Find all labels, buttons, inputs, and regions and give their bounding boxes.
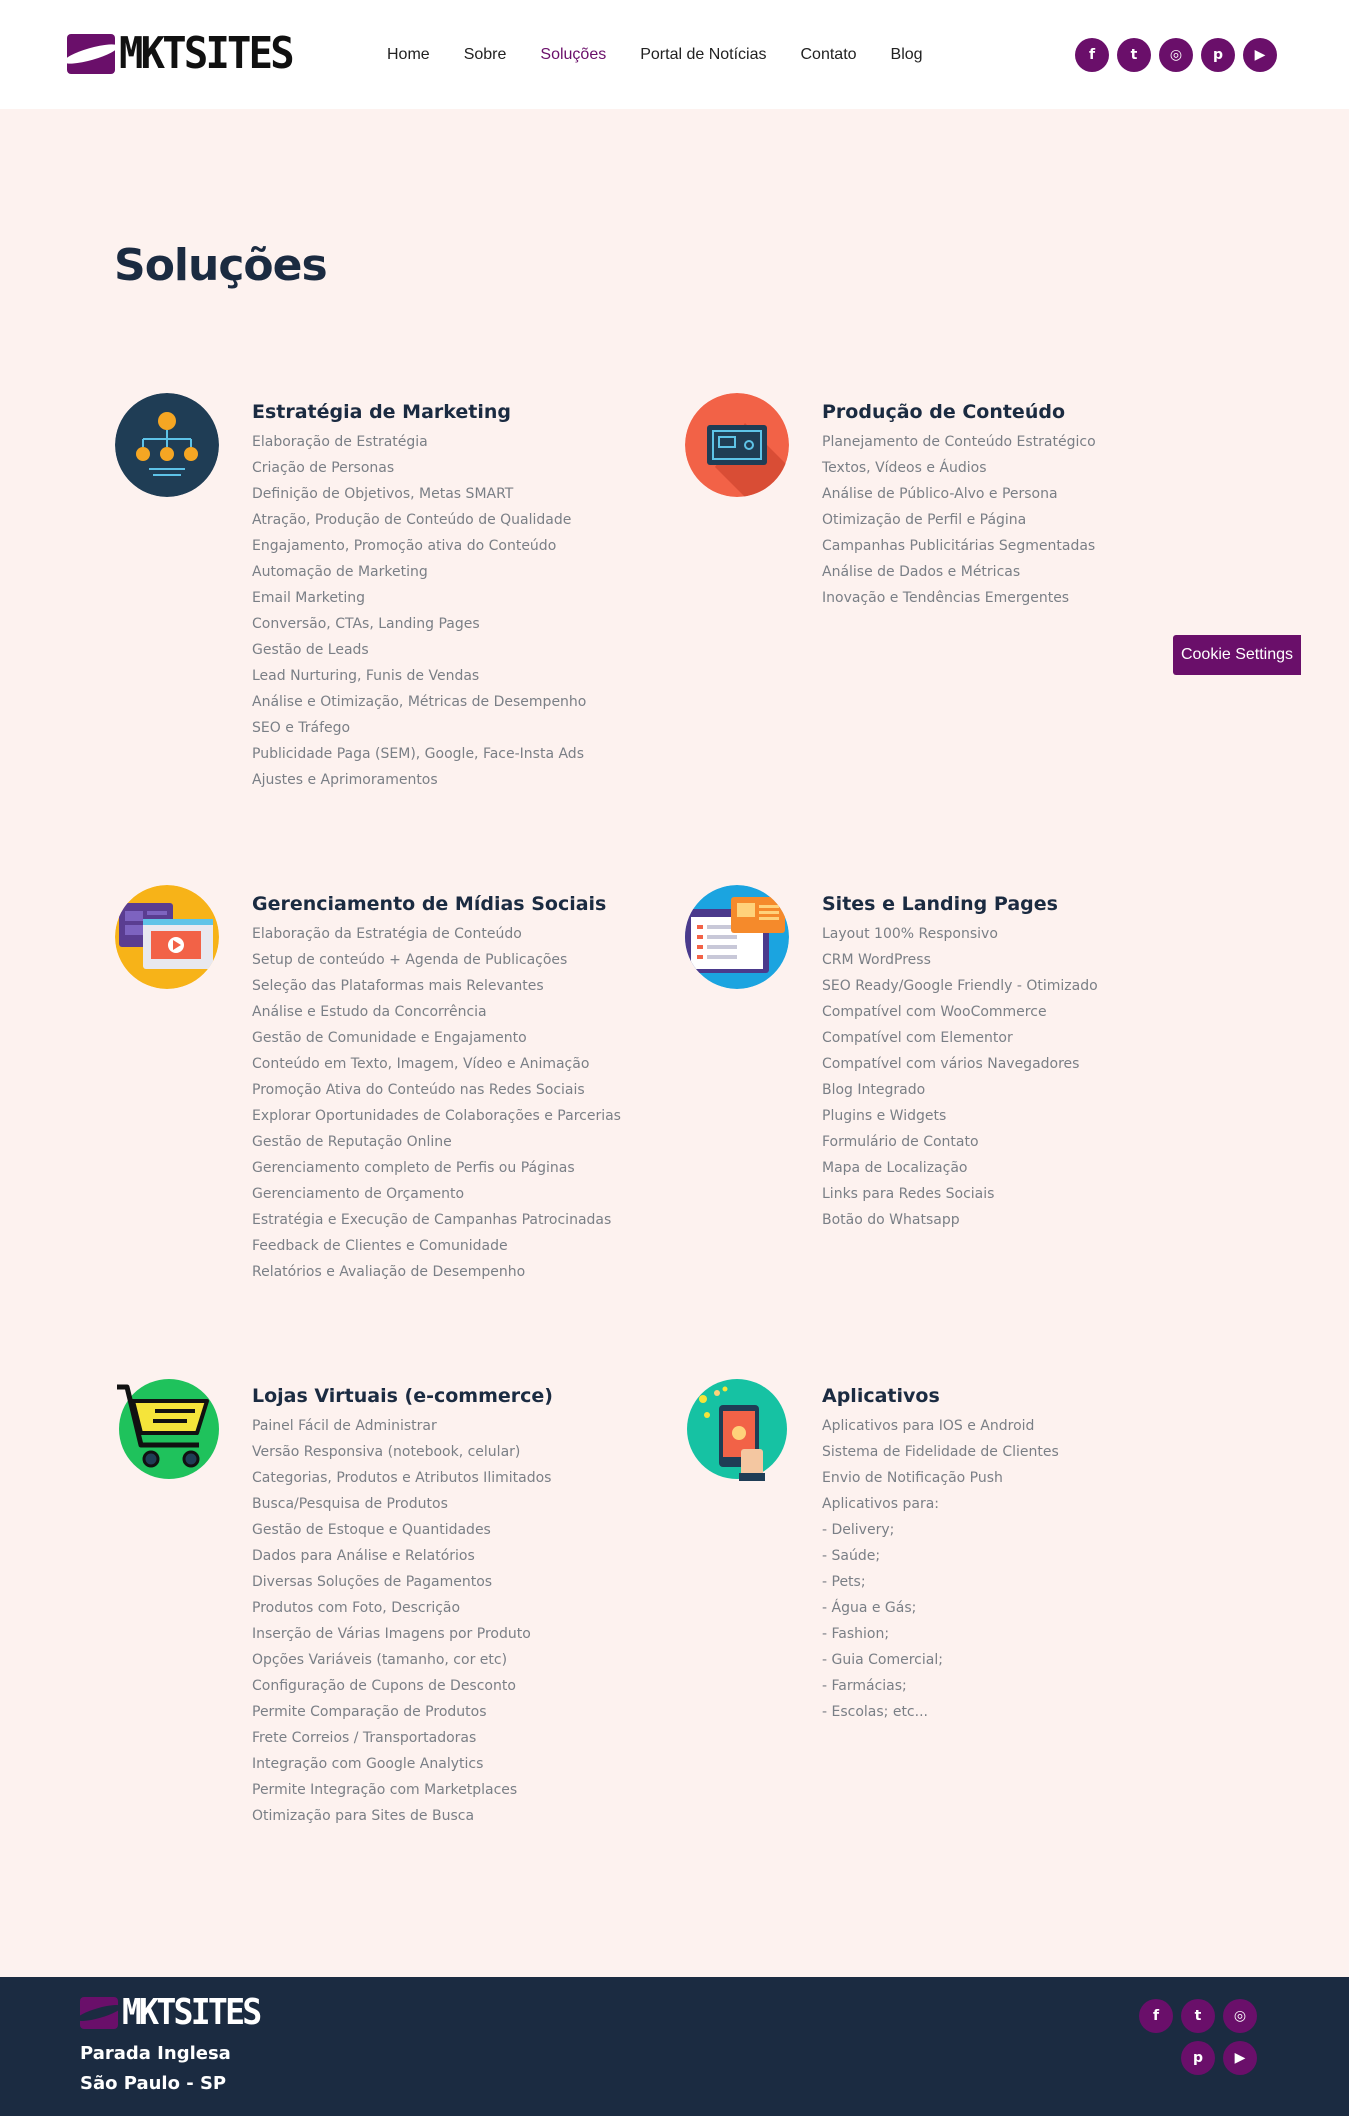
- solution-item: Definição de Objetivos, Metas SMART: [252, 486, 514, 502]
- page-title: Soluções: [114, 240, 327, 291]
- solution-item: Gerenciamento de Orçamento: [252, 1186, 465, 1202]
- solution-item: Email Marketing: [252, 590, 366, 606]
- solution-item: Categorias, Produtos e Atributos Ilimitados: [252, 1470, 552, 1486]
- solution-item: Compatível com vários Navegadores: [822, 1056, 1080, 1072]
- solution-item: Botão do Whatsapp: [822, 1212, 960, 1228]
- solution-item: Gestão de Estoque e Quantidades: [252, 1522, 491, 1538]
- solution-item: Elaboração de Estratégia: [252, 434, 428, 450]
- solution-items: [822, 1413, 1222, 1725]
- solution-items: [822, 921, 1222, 1233]
- solution-item: Busca/Pesquisa de Produtos: [252, 1496, 448, 1512]
- solution-item: Criação de Personas: [252, 460, 395, 476]
- solution-items: [252, 429, 652, 793]
- solution-item: Análise e Otimização, Métricas de Desempenho: [252, 694, 587, 710]
- instagram-icon[interactable]: ◎: [1159, 38, 1193, 72]
- solution-item: Plugins e Widgets: [822, 1108, 947, 1124]
- solution-item: - Fashion;: [822, 1626, 890, 1642]
- footer-logo[interactable]: [80, 1992, 271, 2033]
- solution-item: Aplicativos para IOS e Android: [822, 1418, 1035, 1434]
- main-nav: [387, 0, 957, 109]
- solution-item: Produtos com Foto, Descrição: [252, 1600, 461, 1616]
- nav-solucoes[interactable]: Soluções: [540, 45, 607, 63]
- nav-contato[interactable]: Contato: [800, 45, 857, 63]
- solution-item: Aplicativos para:: [822, 1496, 940, 1512]
- site-logo[interactable]: [67, 28, 307, 79]
- solution-item: Dados para Análise e Relatórios: [252, 1548, 475, 1564]
- solution-item: Ajustes e Aprimoramentos: [252, 772, 438, 788]
- org-chart-icon: [115, 393, 219, 497]
- solution-item: CRM WordPress: [822, 952, 931, 968]
- address-line: Parada Inglesa: [80, 2043, 231, 2064]
- facebook-icon[interactable]: f: [1139, 1999, 1173, 2033]
- solution-item: Versão Responsiva (notebook, celular): [252, 1444, 521, 1460]
- solution-item: Integração com Google Analytics: [252, 1756, 484, 1772]
- solution-item: Atração, Produção de Conteúdo de Qualidade: [252, 512, 572, 528]
- solution-items: [252, 1413, 652, 1829]
- solution-item: Elaboração da Estratégia de Conteúdo: [252, 926, 522, 942]
- solution-item: Compatível com WooCommerce: [822, 1004, 1047, 1020]
- solution-item: Engajamento, Promoção ativa do Conteúdo: [252, 538, 557, 554]
- twitter-icon[interactable]: t: [1181, 1999, 1215, 2033]
- twitter-icon[interactable]: t: [1117, 38, 1151, 72]
- solution-items: [252, 921, 652, 1285]
- solution-item: Relatórios e Avaliação de Desempenho: [252, 1264, 526, 1280]
- solution-item: Blog Integrado: [822, 1082, 926, 1098]
- site-header: [0, 0, 1349, 109]
- solution-title: Sites e Landing Pages: [822, 893, 1058, 915]
- solution-item: Análise de Dados e Métricas: [822, 564, 1021, 580]
- solution-item: Estratégia e Execução de Campanhas Patrocinadas: [252, 1212, 612, 1228]
- shopping-cart-icon: [115, 1377, 219, 1481]
- solution-item: - Água e Gás;: [822, 1600, 917, 1616]
- solution-item: Conteúdo em Texto, Imagem, Vídeo e Animação: [252, 1056, 590, 1072]
- pinterest-icon[interactable]: p: [1201, 38, 1235, 72]
- solution-item: - Delivery;: [822, 1522, 895, 1538]
- logo-text: MKTSITES: [122, 1992, 260, 2033]
- solution-item: Gerenciamento completo de Perfis ou Páginas: [252, 1160, 575, 1176]
- solution-item: Automação de Marketing: [252, 564, 428, 580]
- youtube-icon[interactable]: ▶: [1223, 2041, 1257, 2075]
- solution-item: Feedback de Clientes e Comunidade: [252, 1238, 508, 1254]
- solution-item: Otimização para Sites de Busca: [252, 1808, 475, 1824]
- solution-item: Planejamento de Conteúdo Estratégico: [822, 434, 1096, 450]
- solution-item: Painel Fácil de Administrar: [252, 1418, 437, 1434]
- solution-item: Inovação e Tendências Emergentes: [822, 590, 1070, 606]
- solution-title: Produção de Conteúdo: [822, 401, 1066, 423]
- solution-item: - Saúde;: [822, 1548, 881, 1564]
- solution-item: - Escolas; etc...: [822, 1704, 928, 1720]
- solution-item: Inserção de Várias Imagens por Produto: [252, 1626, 531, 1642]
- solution-item: Análise e Estudo da Concorrência: [252, 1004, 487, 1020]
- solution-item: Links para Redes Sociais: [822, 1186, 995, 1202]
- logo-text: MKTSITES: [119, 28, 292, 79]
- solution-title: Estratégia de Marketing: [252, 401, 512, 423]
- youtube-icon[interactable]: ▶: [1243, 38, 1277, 72]
- solution-item: Formulário de Contato: [822, 1134, 979, 1150]
- solution-items: [822, 429, 1222, 611]
- solution-item: Seleção das Plataformas mais Relevantes: [252, 978, 544, 994]
- solution-item: Otimização de Perfil e Página: [822, 512, 1027, 528]
- solution-item: Mapa de Localização: [822, 1160, 968, 1176]
- logo-mark-icon: [80, 1997, 118, 2029]
- footer-address: [80, 2039, 231, 2099]
- solution-item: Gestão de Comunidade e Engajamento: [252, 1030, 527, 1046]
- solution-item: Análise de Público-Alvo e Persona: [822, 486, 1058, 502]
- solution-item: Textos, Vídeos e Áudios: [822, 460, 987, 476]
- solution-item: Lead Nurturing, Funis de Vendas: [252, 668, 480, 684]
- logo-mark-icon: [67, 34, 115, 74]
- solution-item: Conversão, CTAs, Landing Pages: [252, 616, 480, 632]
- header-social-links: [1075, 38, 1285, 72]
- address-line: São Paulo - SP: [80, 2073, 227, 2094]
- solution-item: Setup de conteúdo + Agenda de Publicações: [252, 952, 568, 968]
- solution-item: Envio de Notificação Push: [822, 1470, 1003, 1486]
- nav-blog[interactable]: Blog: [890, 45, 923, 63]
- nav-portal-noticias[interactable]: Portal de Notícias: [640, 45, 767, 63]
- solution-item: - Farmácias;: [822, 1678, 907, 1694]
- solution-item: Diversas Soluções de Pagamentos: [252, 1574, 493, 1590]
- solution-title: Aplicativos: [822, 1385, 940, 1407]
- solution-item: Compatível com Elementor: [822, 1030, 1013, 1046]
- footer-social-links: [1105, 1999, 1265, 2083]
- solution-item: Promoção Ativa do Conteúdo nas Redes Sociais: [252, 1082, 585, 1098]
- solution-item: Permite Integração com Marketplaces: [252, 1782, 518, 1798]
- solution-item: Gestão de Leads: [252, 642, 369, 658]
- content-layout-icon: [685, 393, 789, 497]
- solution-item: - Guia Comercial;: [822, 1652, 943, 1668]
- solution-title: Lojas Virtuais (e-commerce): [252, 1385, 553, 1407]
- solution-item: Sistema de Fidelidade de Clientes: [822, 1444, 1059, 1460]
- solution-item: Publicidade Paga (SEM), Google, Face-Insta Ads: [252, 746, 584, 762]
- pinterest-icon[interactable]: p: [1181, 2041, 1215, 2075]
- site-footer: [0, 1977, 1349, 2116]
- website-icon: [685, 885, 789, 989]
- solution-item: Frete Correios / Transportadoras: [252, 1730, 477, 1746]
- solution-item: Gestão de Reputação Online: [252, 1134, 452, 1150]
- instagram-icon[interactable]: ◎: [1223, 1999, 1257, 2033]
- mobile-app-icon: [685, 1377, 789, 1481]
- solution-item: Configuração de Cupons de Desconto: [252, 1678, 516, 1694]
- solution-item: Layout 100% Responsivo: [822, 926, 998, 942]
- solution-item: SEO e Tráfego: [252, 720, 351, 736]
- solution-item: Campanhas Publicitárias Segmentadas: [822, 538, 1096, 554]
- facebook-icon[interactable]: f: [1075, 38, 1109, 72]
- social-media-windows-icon: [115, 885, 219, 989]
- solution-item: Explorar Oportunidades de Colaborações e Parcerias: [252, 1108, 621, 1124]
- solution-item: Opções Variáveis (tamanho, cor etc): [252, 1652, 508, 1668]
- nav-home[interactable]: Home: [387, 45, 430, 63]
- cookie-settings-button[interactable]: Cookie Settings: [1173, 635, 1301, 675]
- solution-item: SEO Ready/Google Friendly - Otimizado: [822, 978, 1098, 994]
- nav-sobre[interactable]: Sobre: [463, 45, 507, 63]
- solution-item: - Pets;: [822, 1574, 866, 1590]
- solution-item: Permite Comparação de Produtos: [252, 1704, 487, 1720]
- solution-title: Gerenciamento de Mídias Sociais: [252, 893, 607, 915]
